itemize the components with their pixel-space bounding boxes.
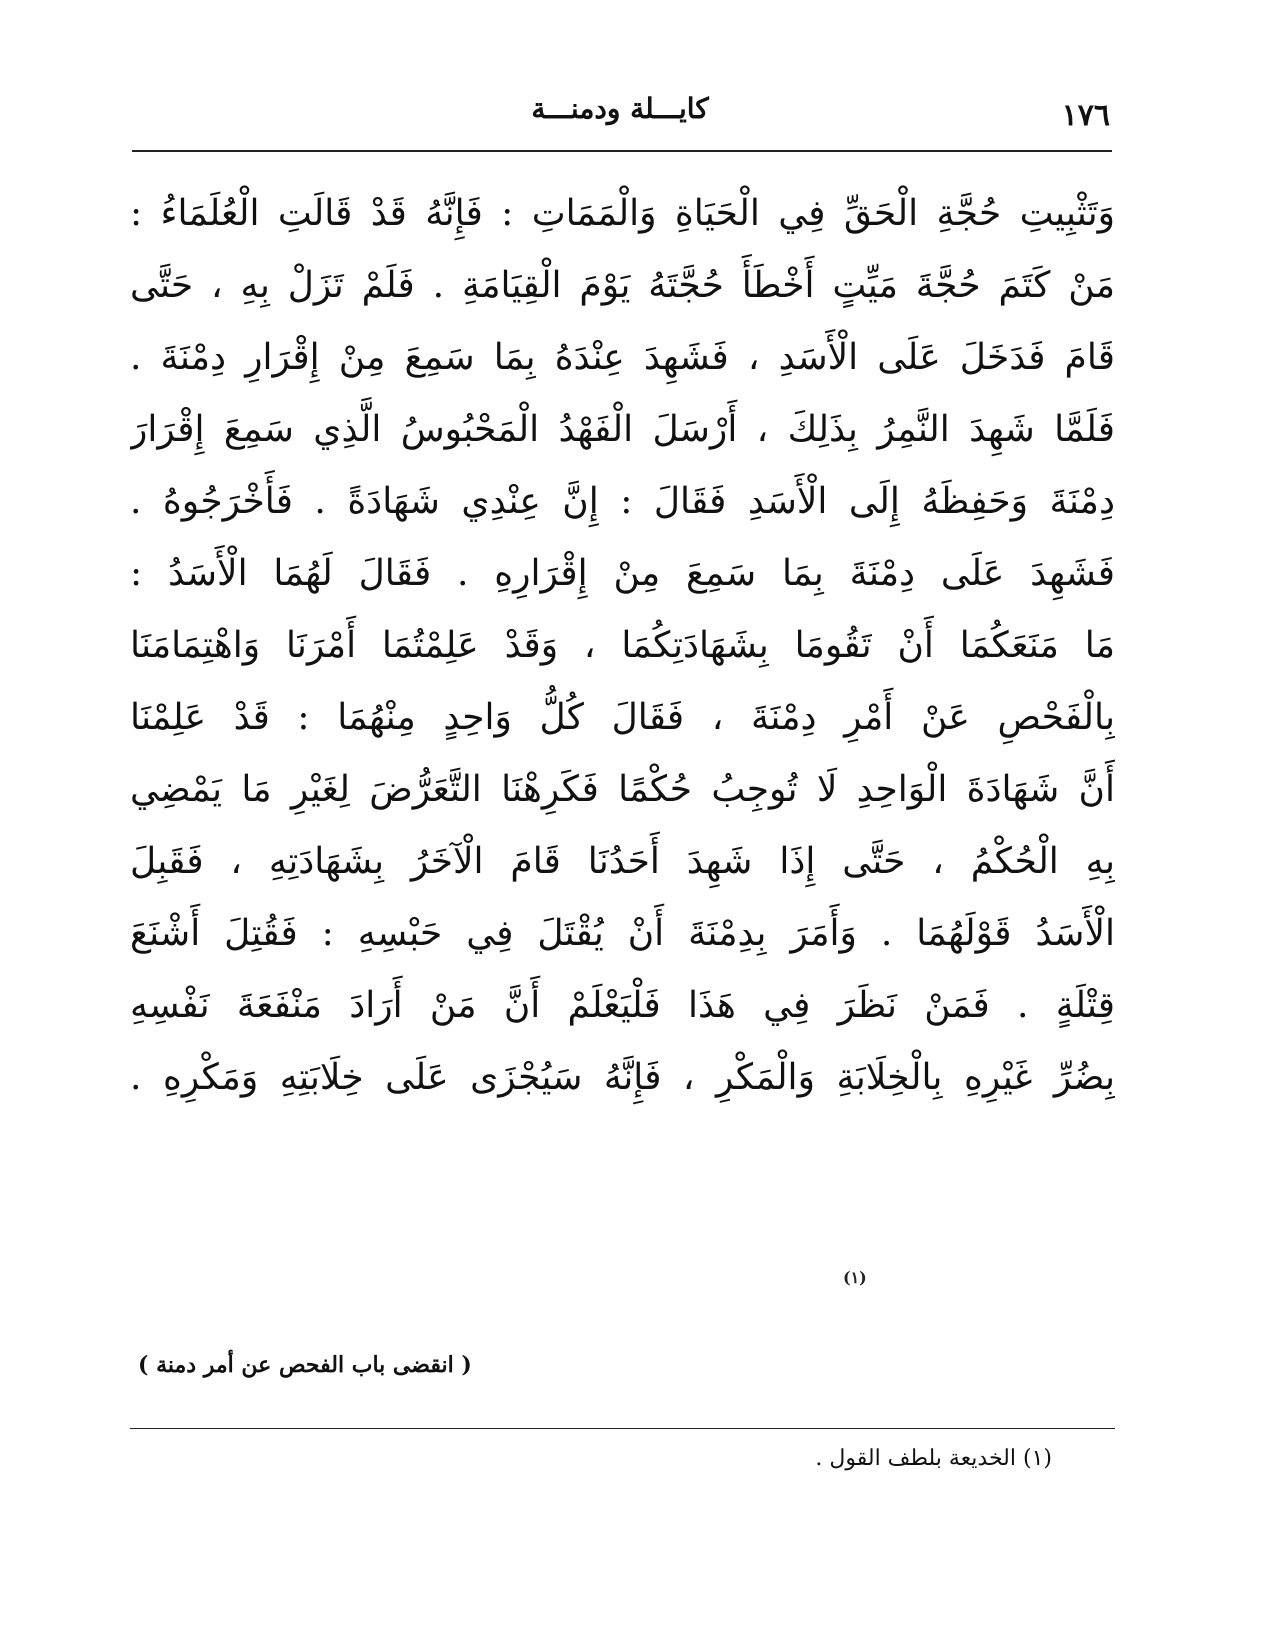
body-line: فَشَهِدَ عَلَى دِمْنَةَ بِمَا سَمِعَ مِنْ إِقْرَارِهِ . فَقَالَ لَهُمَا الْأَسَدُ : bbox=[130, 553, 1115, 594]
body-line: الْأَسَدُ قَوْلَهُمَا . وَأَمَرَ بِدِمْنَةَ أَنْ يُقْتَلَ فِي حَبْسِهِ : فَقُتِلَ أَشْنَعَ bbox=[130, 913, 1115, 954]
body-line: بِهِ الْحُكْمُ ، حَتَّى إِذَا شَهِدَ أَحَدُنَا قَامَ الْآخَرُ بِشَهَادَتِهِ ، فَقَبِلَ bbox=[130, 841, 1115, 882]
body-text bbox=[130, 178, 1115, 1114]
body-line: بِالْفَحْصِ عَنْ أَمْرِ دِمْنَةَ ، فَقَالَ كُلُّ وَاحِدٍ مِنْهُمَا : قَدْ عَلِمْنَا bbox=[130, 697, 1115, 738]
body-line: قَامَ فَدَخَلَ عَلَى الْأَسَدِ ، فَشَهِدَ عِنْدَهُ بِمَا سَمِعَ مِنْ إِقْرَارِ دِمْنَةَ . bbox=[130, 337, 1115, 378]
footnote-divider bbox=[130, 1428, 1115, 1429]
footnote-marker: (١) bbox=[843, 1268, 867, 1287]
body-line: بِضُرِّ غَيْرِهِ بِالْخِلَابَةِ وَالْمَكْرِ ، فَإِنَّهُ سَيُجْزَى عَلَى خِلَابَتِهِ وَمَكْرِهِ . bbox=[130, 1057, 1115, 1098]
chapter-end-note-text: ( انقضى باب الفحص عن أمر دمنة ) bbox=[138, 1352, 472, 1378]
body-line: أَنَّ شَهَادَةَ الْوَاحِدِ لَا تُوجِبُ حُكْمًا فَكَرِهْنَا التَّعَرُّضَ لِغَيْرِ مَا يَمْضِي bbox=[130, 769, 1115, 810]
page-number: ١٧٦ bbox=[1061, 98, 1110, 133]
body-line: مَا مَنَعَكُمَا أَنْ تَقُومَا بِشَهَادَتِكُمَا ، وَقَدْ عَلِمْتُمَا أَمْرَنَا وَاهْتِمَامَنَا bbox=[130, 625, 1115, 666]
body-line: مَنْ كَتَمَ حُجَّةَ مَيِّتٍ أَخْطَأَ حُجَّتَهُ يَوْمَ الْقِيَامَةِ . فَلَمْ تَزَلْ بِهِ ، حَتَّى bbox=[130, 265, 1115, 306]
chapter-end-note bbox=[138, 1352, 558, 1378]
running-header-title: كايـــلة ودمنـــة bbox=[531, 92, 709, 125]
body-line: وَتَثْبِيتِ حُجَّةِ الْحَقِّ فِي الْحَيَاةِ وَالْمَمَاتِ : فَإِنَّهُ قَدْ قَالَتِ الْعُلَمَاءُ : bbox=[130, 193, 1115, 234]
body-line: فَلَمَّا شَهِدَ النَّمِرُ بِذَلِكَ ، أَرْسَلَ الْفَهْدُ الْمَحْبُوسُ الَّذِي سَمِعَ إِقْرَارَ bbox=[130, 409, 1115, 450]
body-line: قِتْلَةٍ . فَمَنْ نَظَرَ فِي هَذَا فَلْيَعْلَمْ أَنَّ مَنْ أَرَادَ مَنْفَعَةَ نَفْسِهِ bbox=[130, 985, 1115, 1026]
header-divider bbox=[132, 150, 1112, 152]
footnote: (١) الخديعة بلطف القول . bbox=[815, 1446, 1052, 1471]
body-line: دِمْنَةَ وَحَفِظَهُ إِلَى الْأَسَدِ فَقَالَ : إِنَّ عِنْدِي شَهَادَةً . فَأَخْرَجُوهُ . bbox=[130, 481, 1115, 522]
